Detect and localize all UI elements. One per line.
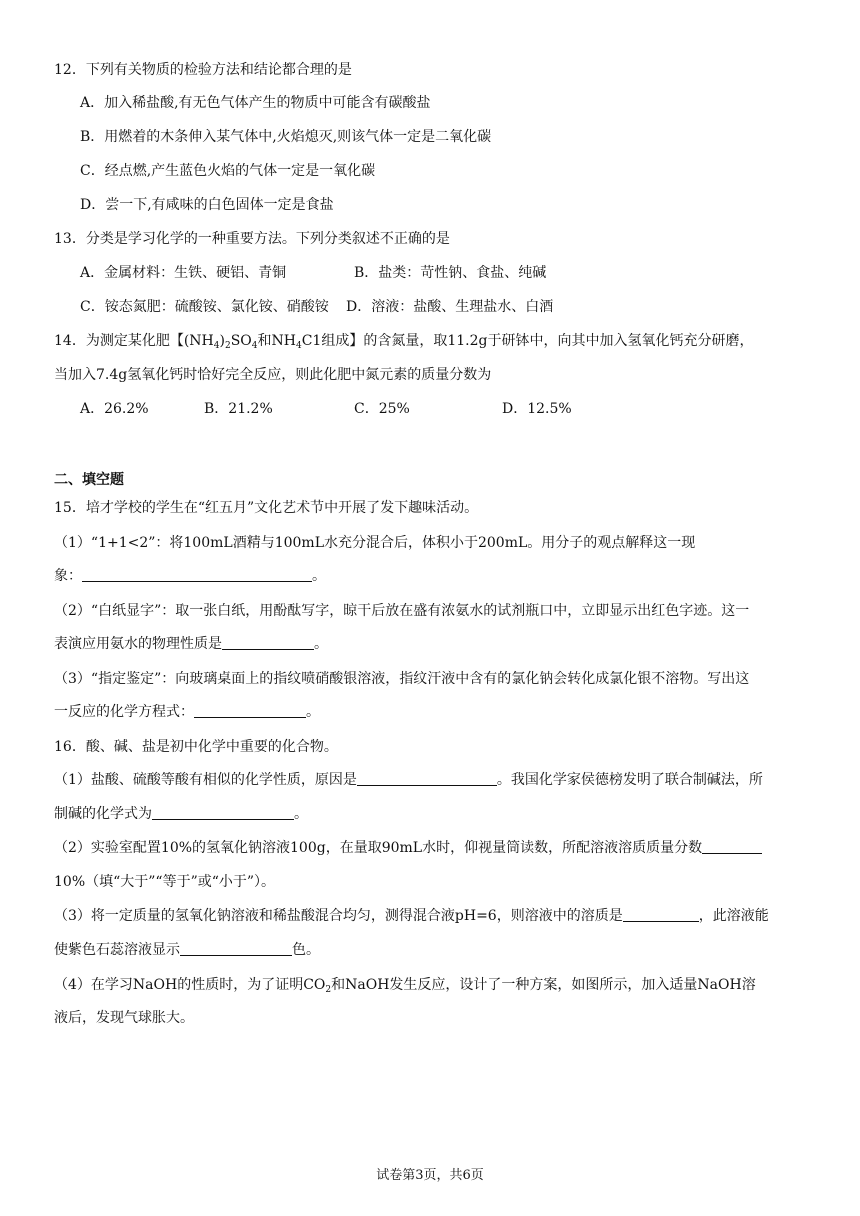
q13-option-b: B．盐类：苛性钠、食盐、纯碱: [354, 265, 547, 281]
q15-part3-line1: （3）“指定鉴定”：向玻璃桌面上的指纹喷硝酸银溶液，指纹汗液中含有的氯化钠会转化成氯化银不溶物。写出这: [54, 671, 750, 687]
q16-part2-line2: 10%（填“大于”“等于”或“小于”）。: [54, 874, 276, 890]
answer-blank[interactable]: [222, 634, 314, 650]
page-footer: 试卷第3页，共6页: [376, 1168, 484, 1183]
q12-option-b: B．用燃着的木条伸入某气体中,火焰熄灭,则该气体一定是二氧化碳: [80, 129, 492, 145]
q12-option-d: D．尝一下,有咸味的白色固体一定是食盐: [80, 197, 334, 213]
q12-option-a: A．加入稀盐酸,有无色气体产生的物质中可能含有碳酸盐: [80, 95, 431, 111]
q16-stem: 16．酸、碱、盐是初中化学中重要的化合物。: [54, 739, 338, 755]
q16-part1-line2: 制碱的化学式为 。: [54, 806, 308, 822]
q15-part3-line2: 一反应的化学方程式： 。: [54, 704, 320, 720]
q16-part3-line2: 使紫色石蕊溶液显示 色。: [54, 942, 320, 958]
q14-stem-line1: 14．为测定某化肥【$(NH_4)_2SO_4$和$NH_4C1$组成】的含氮量，取11.2g于研钵中，向其中加入氢氧化钙充分研磨，: [54, 333, 754, 351]
answer-blank[interactable]: [357, 770, 497, 786]
q14-stem-line2: 当加入7.4g氢氧化钙时恰好完全反应，则此化肥中氮元素的质量分数为: [54, 367, 492, 383]
q13-option-c: C．铵态氮肥：硫酸铵、氯化铵、硝酸铵: [80, 299, 329, 315]
q16-part4-line1: （4）在学习NaOH的性质时，为了证明$CO_2$和NaOH发生反应，设计了一种方案，如图所示，加入适量NaOH溶: [54, 977, 756, 995]
answer-blank[interactable]: [623, 906, 699, 922]
q13-option-a: A．金属材料：生铁、硬铝、青铜: [80, 265, 287, 281]
q12-option-c: C．经点燃,产生蓝色火焰的气体一定是一氧化碳: [80, 163, 376, 179]
answer-blank[interactable]: [152, 804, 294, 820]
q15-part2-line2: 表演应用氨水的物理性质是 。: [54, 636, 328, 652]
answer-blank[interactable]: [180, 940, 292, 956]
q15-part2-line1: （2）“白纸显字”：取一张白纸，用酚酞写字，晾干后放在盛有浓氨水的试剂瓶口中，立即显示出红色字迹。这一: [54, 603, 750, 619]
q14-option-c: C．25%: [354, 401, 410, 417]
q14-option-b: B．21.2%: [204, 401, 273, 417]
q15-stem: 15．培才学校的学生在“红五月”文化艺术节中开展了发下趣味活动。: [54, 500, 479, 516]
q15-part1-line2: 象： 。: [54, 568, 326, 584]
q16-part4-line2: 液后，发现气球胀大。: [54, 1010, 194, 1026]
answer-blank[interactable]: [194, 702, 306, 718]
q12-stem: 12．下列有关物质的检验方法和结论都合理的是: [54, 62, 352, 78]
q14-option-a: A．26.2%: [80, 401, 149, 417]
q13-stem: 13．分类是学习化学的一种重要方法。下列分类叙述不正确的是: [54, 231, 450, 247]
q14-option-d: D．12.5%: [502, 401, 572, 417]
answer-blank[interactable]: [82, 566, 312, 582]
q15-part1-line1: （1）“1+1<2”：将100mL酒精与100mL水充分混合后，体积小于200mL。用分子的观点解释这一现: [54, 535, 696, 551]
q13-option-d: D．溶液：盐酸、生理盐水、白酒: [346, 299, 554, 315]
q16-part3-line1: （3）将一定质量的氢氧化钠溶液和稀盐酸混合均匀，测得混合液pH=6，则溶液中的溶质是 ，此溶液能: [54, 908, 769, 924]
section-heading-fill-in: 二、填空题: [54, 472, 124, 488]
q16-part1-line1: （1）盐酸、硫酸等酸有相似的化学性质，原因是 。我国化学家侯德榜发明了联合制碱法，所: [54, 772, 763, 788]
q16-part2-line1: （2）实验室配置10%的氢氧化钠溶液100g，在量取90mL水时，仰视量筒读数，所配溶液溶质质量分数: [54, 838, 762, 858]
answer-blank[interactable]: [702, 838, 762, 854]
